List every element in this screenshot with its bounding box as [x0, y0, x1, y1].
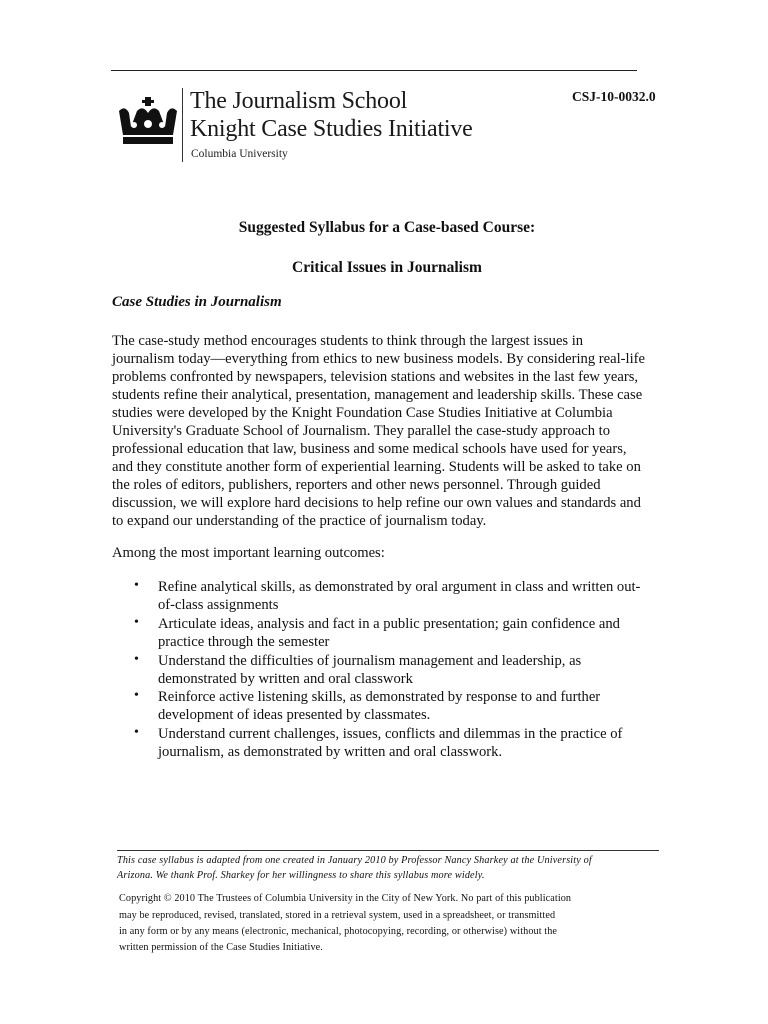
bullet-icon: •	[134, 725, 139, 740]
paragraph-line: studies were developed by the Knight Foundation Case Studies Initiative at Columbia	[112, 405, 613, 421]
logo-divider	[182, 88, 183, 162]
section-heading: Case Studies in Journalism	[112, 294, 282, 310]
list-item-line: Understand current challenges, issues, conflicts and dilemmas in the practice of	[158, 726, 623, 742]
list-item-line: Understand the difficulties of journalism management and leadership, as	[158, 653, 582, 669]
course-title: Critical Issues in Journalism	[292, 259, 482, 276]
paragraph-line: problems confronted by newspapers, television stations and websites in the last few years,	[112, 369, 639, 385]
footnote-line: Arizona. We thank Prof. Sharkey for her willingness to share this syllabus more widely.	[117, 870, 485, 881]
logo-university-name: Columbia University	[191, 148, 288, 160]
bullet-icon: •	[134, 615, 139, 630]
paragraph-line: University's Graduate School of Journalism. They parallel the case-study approach to	[112, 423, 611, 439]
bullet-icon: •	[134, 688, 139, 703]
logo-school-name: The Journalism School	[190, 88, 408, 114]
list-item-line: development of ideas presented by classmates.	[158, 707, 431, 723]
paragraph-line: The case-study method encourages students to think through the largest issues in	[112, 333, 584, 349]
paragraph-line: professional education that law, business and some medical schools have used for years,	[112, 441, 627, 457]
list-item-line: Articulate ideas, analysis and fact in a public presentation; gain confidence and	[158, 616, 620, 632]
paragraph-line: and they constitute another form of experiential learning. Students will be asked to take on	[112, 459, 641, 475]
paragraph-line: journalism today—everything from ethics to new business models. By considering real-life	[112, 351, 645, 367]
list-item-line: Reinforce active listening skills, as demonstrated by response to and further	[158, 689, 601, 705]
list-item-line: practice through the semester	[158, 634, 330, 650]
bullet-icon: •	[134, 652, 139, 667]
paragraph-line: students refine their analytical, presentation, management and leadership skills. These case	[112, 387, 643, 403]
outcomes-intro: Among the most important learning outcomes:	[112, 545, 385, 561]
paragraph-line: the roles of editors, publishers, reporters and other news personnel. Through guided	[112, 477, 601, 493]
footnote-rule	[117, 850, 659, 851]
list-item-line: demonstrated by written and oral classwork	[158, 671, 413, 687]
document-title: Suggested Syllabus for a Case-based Course:	[238, 219, 536, 236]
document-code: CSJ-10-0032.0	[572, 89, 656, 104]
copyright-line: Copyright © 2010 The Trustees of Columbia University in the City of New York. No part of this publication	[119, 893, 572, 904]
bullet-icon: •	[134, 578, 139, 593]
copyright-line: may be reproduced, revised, translated, stored in a retrieval system, used in a spreadsheet, or transmitted	[119, 910, 556, 921]
copyright-line: in any form or by any means (electronic, mechanical, photocopying, recording, or otherwise) without the	[119, 926, 558, 937]
copyright-line: written permission of the Case Studies Initiative.	[119, 942, 323, 953]
logo-initiative-name: Knight Case Studies Initiative	[190, 116, 473, 142]
paragraph-line: to expand our understanding of the practice of journalism today.	[112, 513, 487, 529]
paragraph-line: discussion, we will explore hard decisions to help refine our own values and standards and	[112, 495, 641, 511]
list-item-line: journalism, as demonstrated by written and oral classwork.	[158, 744, 503, 760]
top-rule	[111, 70, 637, 71]
footnote-line: This case syllabus is adapted from one created in January 2010 by Professor Nancy Sharkey at the University of	[117, 855, 592, 866]
crown-icon	[117, 97, 179, 147]
list-item-line: Refine analytical skills, as demonstrated by oral argument in class and written out-	[158, 579, 641, 595]
list-item-line: of-class assignments	[158, 597, 279, 613]
